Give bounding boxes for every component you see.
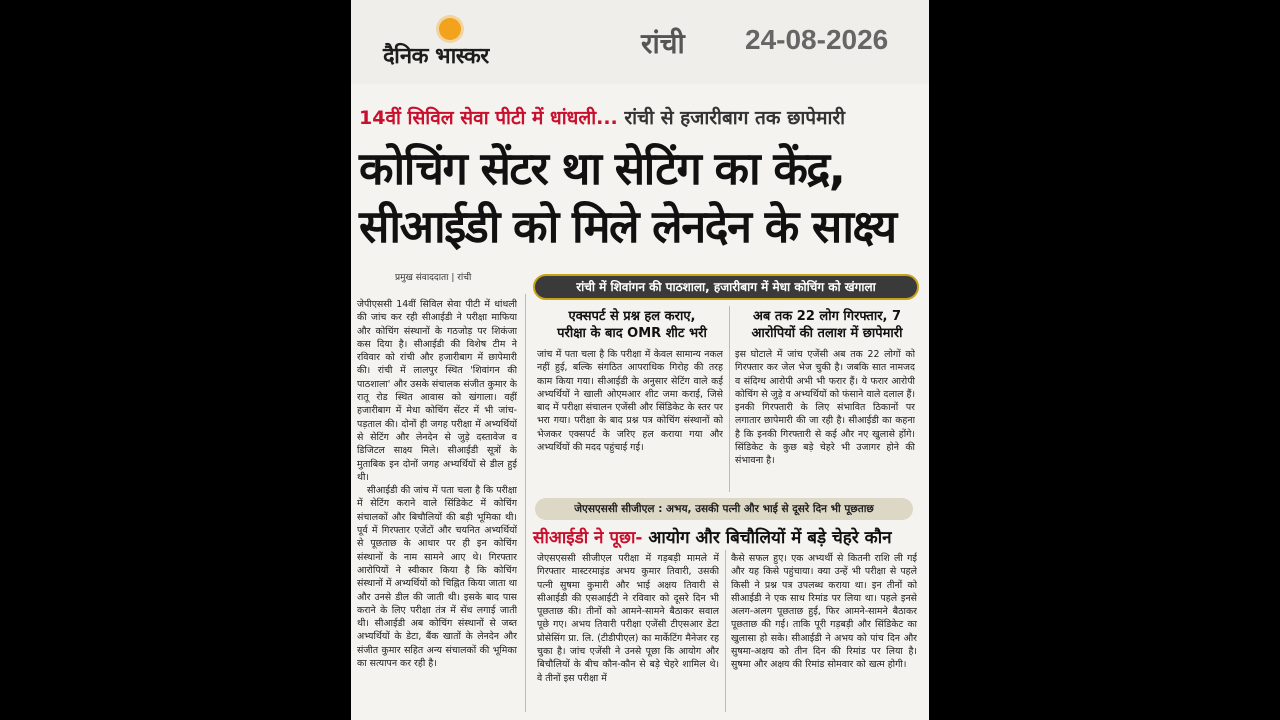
secondary-headline-rest: आयोग और बिचौलियों में बड़े चेहरे कौन [642, 528, 892, 548]
box-left-headline [537, 308, 727, 342]
kicker-line [359, 104, 919, 130]
box-right-headline [735, 308, 919, 342]
newspaper-clipping [351, 0, 929, 720]
box-right-head-2: आरोपियों की तलाश में छापेमारी [751, 326, 903, 341]
box-left-head-2: परीक्षा के बाद OMR शीट भरी [557, 326, 707, 341]
bottom-right-body: कैसे सफल हुए। एक अभ्यर्थी से कितनी राशि ली गई और यह किसे पहुंचाया। क्या उन्हें भी परीक्षा से पहले किसी ने प्रश्न पत्र उपलब्ध कराया था। इन तीनों को सीआईडी ने एक साथ रिमांड पर लिया था। पहले इनसे अलग-अलग पूछताछ हुई, फिर आमने-सामने बैठाकर पूछताछ की गई। ताकि पूरी गड़बड़ी और सिंडिकेट का खुलासा हो सके। सीआईडी ने अभय को पांच दिन और सुषमा-अक्षय को तीन दिन की रिमांड पर लिया है। सुषमा और अक्षय की रिमांड सोमवार को खत्म होगी। [731, 553, 917, 671]
section-banner-1: रांची में शिवांगन की पाठशाला, हजारीबाग में मेधा कोचिंग को खंगाला [533, 274, 919, 300]
edition-date: 24-08-2026 [745, 24, 889, 55]
edition-city: रांची [641, 27, 685, 60]
box-left-head-1: एक्सपर्ट से प्रश्न हल कराए, [568, 309, 696, 324]
secondary-headline [533, 525, 923, 548]
box-right-head-1: अब तक 22 लोग गिरफ्तार, 7 [752, 309, 902, 324]
box-divider [729, 306, 730, 492]
sun-logo-icon [439, 18, 461, 40]
column-1-paragraph-1: जेपीएससी 14वीं सिविल सेवा पीटी में धांधली की जांच कर रही सीआईडी ने परीक्षा माफिया और कोचिंग संस्थानों के गठजोड़ पर शिकंजा कस दिया है। सीआईडी की विशेष टीम ने रविवार को रांची और हजारीबाग में छापेमारी की। रांची में लालपुर स्थित 'शिवांगन की पाठशाला' और उसके संचालक संजीत कुमार के रातू रोड स्थित आवास को खंगाला। वहीं हजारीबाग में मेधा कोचिंग सेंटर में भी जांच-पड़ताल की। दोनों ही जगह परीक्षा में अभ्यर्थियों से सेटिंग और लेनदेन से जुड़े दस्तावेज व डिजिटल साक्ष्य मिले। सीआईडी सूत्रों के मुताबिक इन दोनों जगह अभ्यर्थियों से डील हुई थी। [357, 299, 517, 483]
secondary-headline-red: सीआईडी ने पूछा- [533, 528, 643, 548]
column-1 [357, 298, 517, 712]
bottom-divider [725, 550, 726, 712]
section-banner-2: जेएसएससी सीजीएल : अभय, उसकी पत्नी और भाई से दूसरे दिन भी पूछताछ [535, 498, 913, 520]
kicker-red: 14वीं सिविल सेवा पीटी में धांधली... [359, 107, 618, 129]
column-1-paragraph-2: सीआईडी की जांच में पता चला है कि परीक्षा में सेटिंग कराने वाले सिंडिकेट में कोचिंग संचालकों और बिचौलियों की बड़ी भूमिका थी। पूर्व में गिरफ्तार एजेंटों और चयनित अभ्यर्थियों से पूछताछ के आधार पर ही इन कोचिंग संस्थानों के नाम सामने आए थे। गिरफ्तार आरोपियों ने स्वीकार किया है कि कोचिंग संस्थानों में अभ्यर्थियों को चिह्नित किया जाता था और उनसे डील की जाती थी। इसके बाद पास कराने के लिए परीक्षा तंत्र में सेंध लगाई जाती थी। सीआईडी अब कोचिंग संस्थानों से जब्त अभ्यर्थियों के डेटा, बैंक खातों के लेनदेन और संजीत कुमार सहित अन्य संचालकों की भूमिका का सत्यापन कर रही है। [357, 485, 517, 670]
headline-line-1: कोचिंग सेंटर था सेटिंग का केंद्र, [359, 142, 845, 195]
kicker-rest: रांची से हजारीबाग तक छापेमारी [617, 107, 846, 129]
box-left-body: जांच में पता चला है कि परीक्षा में केवल सामान्य नकल नहीं हुई, बल्कि संगठित आपराधिक गिरोह की तरह काम किया गया। सीआईडी के अनुसार सेटिंग वाले कई अभ्यर्थियों ने खाली ओएमआर शीट जमा कराई, जिसे बाद में परीक्षा संचालन एजेंसी और सिंडिकेट के स्तर पर भरा गया। परीक्षा के बाद प्रश्न पत्र कोचिंग संस्थानों को भेजकर एक्सपर्ट के जरिए हल कराया गया और अभ्यर्थियों की मदद पहुंचाई गई। [537, 349, 723, 454]
column-divider [525, 294, 526, 712]
newspaper-brand: दैनिक भास्कर [383, 44, 489, 69]
box-right-body: इस घोटाले में जांच एजेंसी अब तक 22 लोगों को गिरफ्तार कर जेल भेज चुकी है। जबकि सात नामजद व संदिग्ध आरोपी अभी भी फरार हैं। ये फरार आरोपी कोचिंग से जुड़े व अभ्यर्थियों को फंसाने वाले दलाल हैं। इनकी गिरफ्तारी के लिए संभावित ठिकानों पर लगातार छापेमारी की जा रही है। सीआईडी का कहना है कि इनकी गिरफ्तारी से कई और नए खुलासे होंगे। सिंडिकेट के कुछ बड़े चेहरे भी उजागर होने की संभावना है। [735, 349, 915, 467]
masthead [351, 0, 929, 84]
headline-line-2: सीआईडी को मिले लेनदेन के साक्ष्य [359, 200, 896, 253]
bottom-left-body: जेएसएससी सीजीएल परीक्षा में गड़बड़ी मामले में गिरफ्तार मास्टरमाइंड अभय कुमार तिवारी, उसकी पत्नी सुषमा कुमारी और भाई अक्षय तिवारी से सीआईडी की एसआईटी ने रविवार को दूसरे दिन भी पूछताछ की। तीनों को आमने-सामने बैठाकर सवाल पूछे गए। अभय तिवारी परीक्षा एजेंसी टीएसआर डेटा प्रोसेसिंग प्रा. लि. (टीडीपीएल) का मार्केटिंग मैनेजर रह चुका है। जांच एजेंसी ने उनसे पूछा कि आयोग और बिचौलियों के बीच कौन-कौन से बड़े चेहरे शामिल थे। वे तीनों इस परीक्षा में [537, 553, 719, 684]
main-headline [359, 140, 925, 256]
byline: प्रमुख संवाददाता | रांची [395, 273, 472, 283]
